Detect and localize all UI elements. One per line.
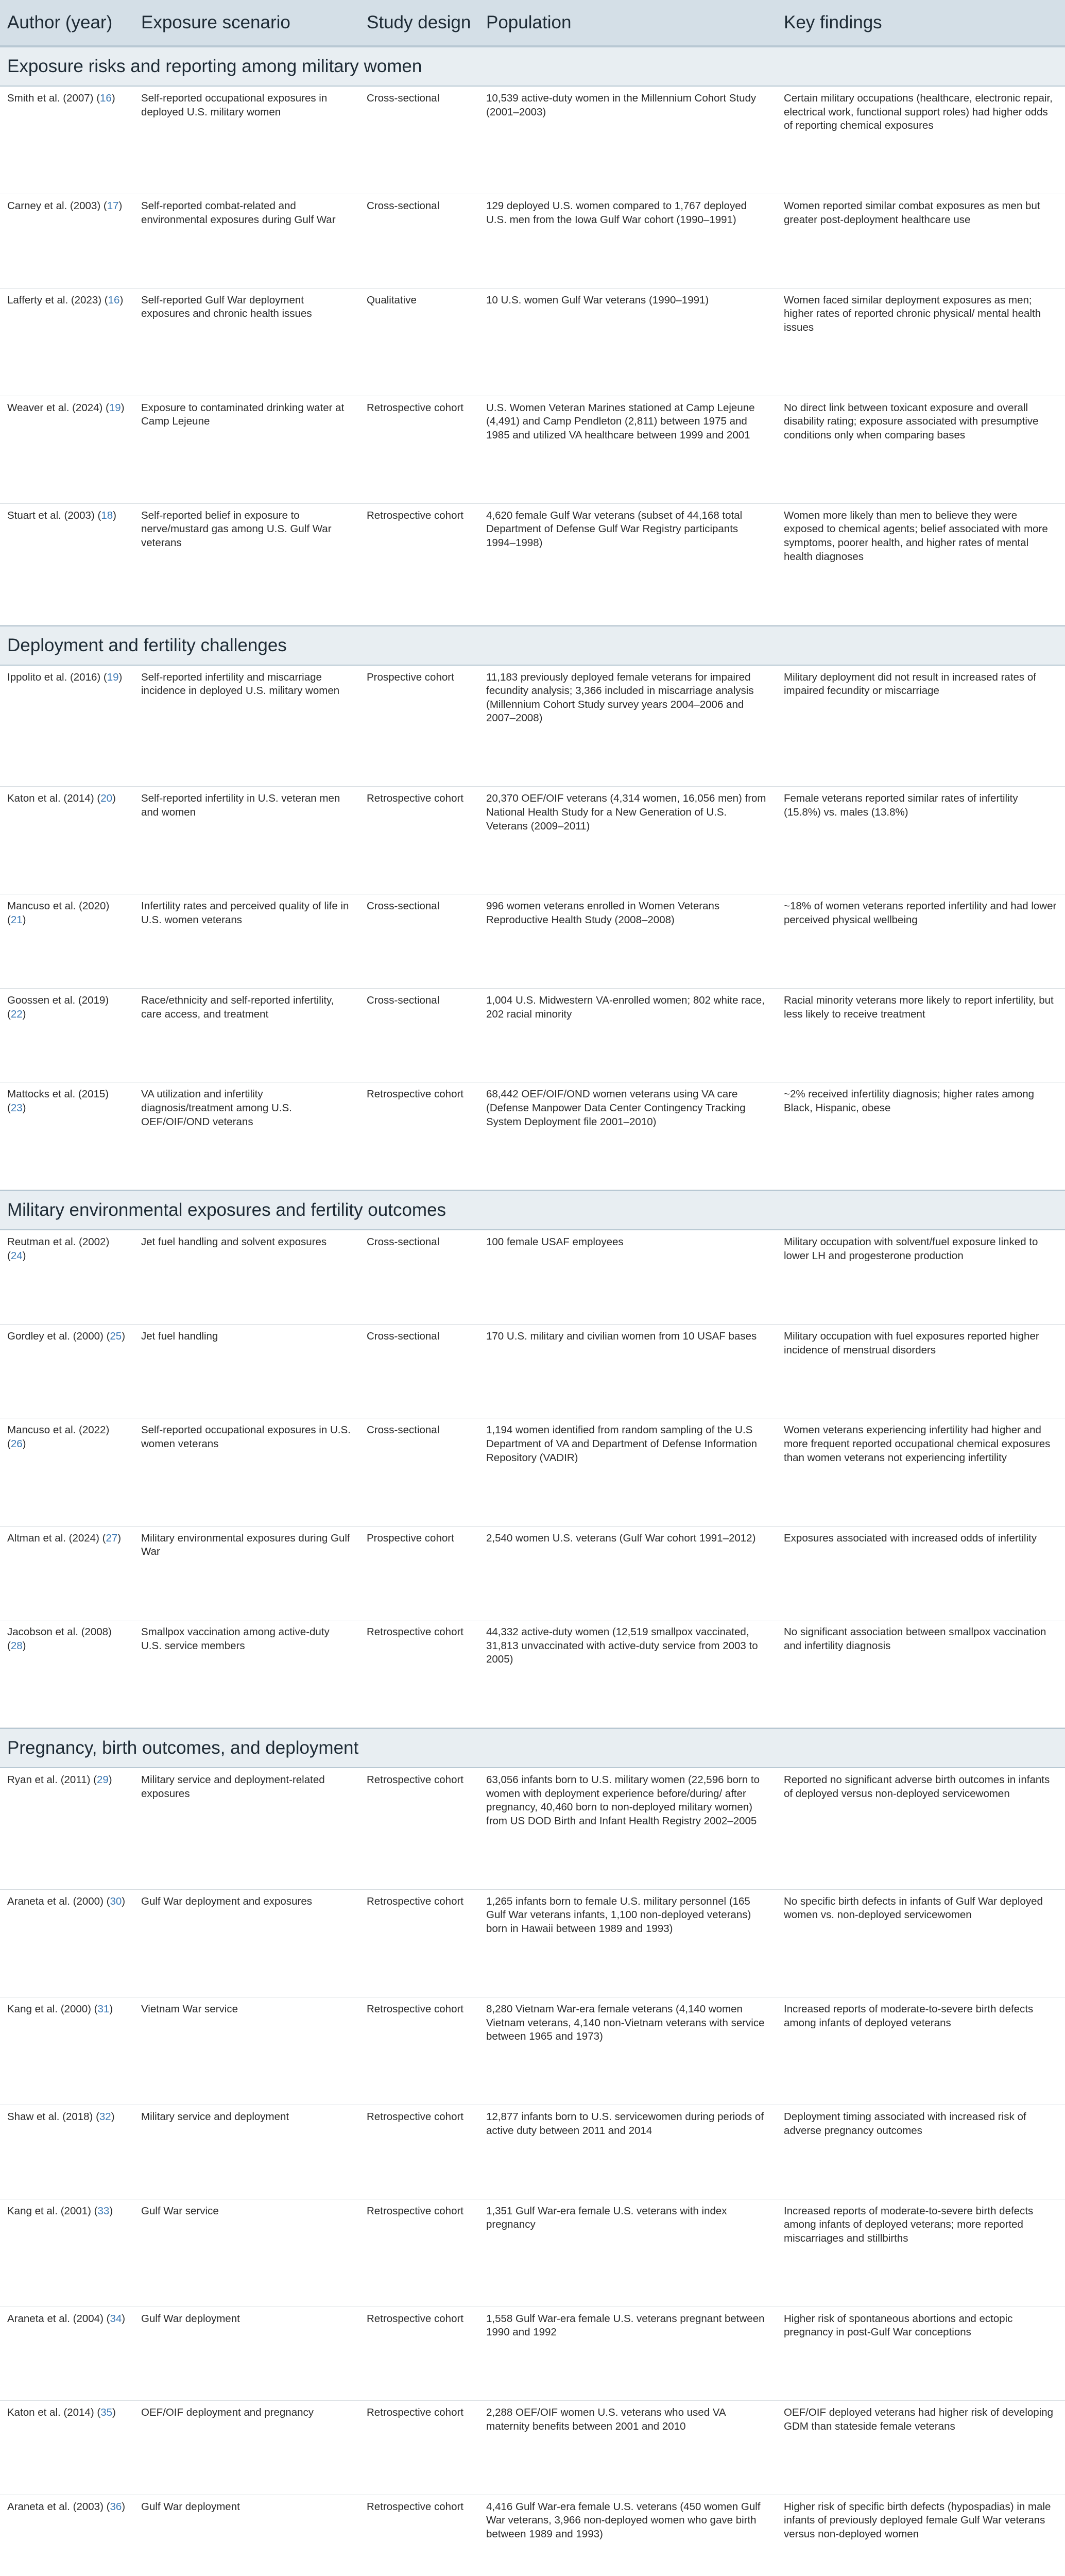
table-row bbox=[0, 787, 1065, 894]
cell-population: 4,620 female Gulf War veterans (subset of 44,168 total Department of Defense Gulf War Registry participants 1994–1998) bbox=[486, 509, 743, 549]
table-row bbox=[0, 2495, 1065, 2576]
cell-findings: Higher risk of spontaneous abortions and ectopic pregnancy in post-Gulf War conceptions bbox=[784, 2312, 1013, 2338]
cell-population: 2,540 women U.S. veterans (Gulf War cohort 1991–2012) bbox=[486, 1532, 756, 1544]
cell-population: 11,183 previously deployed female veterans for impaired fecundity analysis; 3,366 included in miscarriage analysis (Millennium Cohort Study survey years 2004–2006 and 2007–2008) bbox=[486, 671, 754, 724]
author-text: Kang et al. (2000) bbox=[7, 2003, 91, 2015]
reference-link[interactable]: 33 bbox=[97, 2205, 110, 2217]
table-row bbox=[0, 1527, 1065, 1620]
cell-author: Shaw et al. (2018) (32) bbox=[7, 2111, 115, 2123]
cell-author: Smith et al. (2007) (16) bbox=[7, 92, 115, 104]
cell-population: 1,558 Gulf War-era female U.S. veterans pregnant between 1990 and 1992 bbox=[486, 2312, 765, 2338]
cell-population: 4,416 Gulf War-era female U.S. veterans (450 women Gulf War veterans, 3,966 non-deployed women who gave birth between 1989 and 1993) bbox=[486, 2500, 761, 2540]
cell-author: Gordley et al. (2000) (25) bbox=[7, 1330, 126, 1342]
cell-population: 100 female USAF employees bbox=[486, 1236, 624, 1248]
cell-findings: Increased reports of moderate-to-severe birth defects among infants of deployed veterans; more reported miscarriages and stillbirths bbox=[784, 2205, 1034, 2244]
cell-population: 129 deployed U.S. women compared to 1,767 deployed U.S. men from the Iowa Gulf War cohort (1990–1991) bbox=[486, 200, 747, 226]
cell-population: 1,194 women identified from random sampling of the U.S Department of VA and Department of Defense Information Repository (VADIR) bbox=[486, 1424, 758, 1464]
header-population: Population bbox=[486, 12, 572, 33]
table-row bbox=[0, 1620, 1065, 1728]
author-text: Mancuso et al. (2020) bbox=[7, 900, 110, 912]
cell-design: Cross-sectional bbox=[367, 1236, 440, 1248]
reference-link[interactable]: 19 bbox=[107, 671, 119, 683]
cell-findings: ~18% of women veterans reported infertility and had lower perceived physical wellbeing bbox=[784, 900, 1057, 926]
cell-exposure: Jet fuel handling and solvent exposures bbox=[141, 1236, 327, 1248]
cell-exposure: Infertility rates and perceived quality of life in U.S. women veterans bbox=[141, 900, 349, 926]
cell-design: Cross-sectional bbox=[367, 1424, 440, 1436]
author-text: Katon et al. (2014) bbox=[7, 792, 94, 805]
cell-exposure: Military environmental exposures during Gulf War bbox=[141, 1532, 350, 1558]
cell-findings: Reported no significant adverse birth outcomes in infants of deployed versus non-deployed servicewomen bbox=[784, 1774, 1050, 1800]
cell-author: Jacobson et al. (2008) (28) bbox=[7, 1625, 112, 1652]
cell-author: Mattocks et al. (2015) (23) bbox=[7, 1088, 109, 1114]
cell-population: 1,004 U.S. Midwestern VA-enrolled women; 802 white race, 202 racial minority bbox=[486, 994, 765, 1020]
cell-author: Weaver et al. (2024) (19) bbox=[7, 401, 125, 414]
table-row bbox=[0, 87, 1065, 194]
cell-exposure: Vietnam War service bbox=[141, 2003, 238, 2015]
cell-exposure: Self-reported occupational exposures in deployed U.S. military women bbox=[141, 92, 328, 118]
cell-design: Cross-sectional bbox=[367, 900, 440, 912]
cell-findings: Women faced similar deployment exposures as men; higher rates of reported chronic physical/ mental health issues bbox=[784, 294, 1041, 333]
cell-findings: No significant association between smallpox vaccination and infertility diagnosis bbox=[784, 1625, 1046, 1652]
reference-link[interactable]: 21 bbox=[10, 914, 23, 926]
cell-author: Ryan et al. (2011) (29) bbox=[7, 1774, 112, 1786]
cell-population: 44,332 active-duty women (12,519 smallpox vaccinated, 31,813 unvaccinated with active-duty service from 2003 to 2005) bbox=[486, 1625, 758, 1666]
table-row bbox=[0, 1997, 1065, 2105]
author-text: Katon et al. (2014) bbox=[7, 2406, 94, 2419]
header-exposure: Exposure scenario bbox=[141, 12, 290, 33]
cell-design: Retrospective cohort bbox=[367, 2111, 464, 2123]
cell-design: Cross-sectional bbox=[367, 1330, 440, 1342]
author-text: Mancuso et al. (2022) bbox=[7, 1424, 110, 1436]
section-title: Exposure risks and reporting among military women bbox=[7, 56, 422, 76]
author-text: Altman et al. (2024) bbox=[7, 1532, 99, 1544]
author-text: Goossen et al. (2019) bbox=[7, 994, 109, 1006]
reference-link[interactable]: 20 bbox=[100, 792, 113, 805]
reference-link[interactable]: 26 bbox=[10, 1438, 23, 1450]
author-text: Lafferty et al. (2023) bbox=[7, 294, 102, 306]
cell-population: 170 U.S. military and civilian women from 10 USAF bases bbox=[486, 1330, 757, 1342]
cell-population: 63,056 infants born to U.S. military women (22,596 born to women with deployment experience before/during/ after pregnancy, 40,460 born to non-deployed military women) from US DOD Birth and Infant Health Registry 2002–2005 bbox=[486, 1774, 760, 1827]
author-text: Araneta et al. (2004) bbox=[7, 2312, 104, 2325]
section-heading bbox=[0, 1190, 1065, 1230]
author-text: Smith et al. (2007) bbox=[7, 92, 94, 104]
cell-findings: Exposures associated with increased odds of infertility bbox=[784, 1532, 1037, 1544]
cell-author: Lafferty et al. (2023) (16) bbox=[7, 294, 124, 306]
header-author: Author (year) bbox=[7, 12, 113, 33]
cell-findings: No specific birth defects in infants of Gulf War deployed women vs. non-deployed servicewomen bbox=[784, 1895, 1043, 1921]
reference-link[interactable]: 36 bbox=[110, 2500, 122, 2513]
cell-exposure: Self-reported combat-related and environmental exposures during Gulf War bbox=[141, 200, 336, 226]
section-title: Pregnancy, birth outcomes, and deployment bbox=[7, 1738, 359, 1758]
cell-exposure: Race/ethnicity and self-reported infertility, care access, and treatment bbox=[141, 994, 334, 1020]
cell-findings: No direct link between toxicant exposure and overall disability rating; exposure associated with presumptive conditions only when comparing bases bbox=[784, 401, 1039, 441]
cell-exposure: Self-reported Gulf War deployment exposures and chronic health issues bbox=[141, 294, 312, 320]
cell-exposure: OEF/OIF deployment and pregnancy bbox=[141, 2406, 314, 2419]
author-text: Jacobson et al. (2008) bbox=[7, 1625, 112, 1638]
table-row bbox=[0, 194, 1065, 288]
cell-design: Retrospective cohort bbox=[367, 2003, 464, 2015]
section-title: Deployment and fertility challenges bbox=[7, 635, 287, 655]
cell-population: U.S. Women Veteran Marines stationed at Camp Lejeune (4,491) and Camp Pendleton (2,811) between 1975 and 1985 and utilized VA healthcare between 1999 and 2001 bbox=[486, 401, 755, 441]
author-text: Weaver et al. (2024) bbox=[7, 401, 103, 414]
table-row bbox=[0, 289, 1065, 396]
author-text: Kang et al. (2001) bbox=[7, 2205, 91, 2217]
cell-findings: Deployment timing associated with increased risk of adverse pregnancy outcomes bbox=[784, 2111, 1026, 2137]
cell-exposure: Gulf War deployment bbox=[141, 2500, 240, 2513]
cell-author: Kang et al. (2000) (31) bbox=[7, 2003, 113, 2015]
section-title: Military environmental exposures and fertility outcomes bbox=[7, 1200, 446, 1221]
author-text: Araneta et al. (2000) bbox=[7, 1895, 104, 1907]
cell-design: Retrospective cohort bbox=[367, 2205, 464, 2217]
cell-author: Katon et al. (2014) (20) bbox=[7, 792, 116, 805]
reference-link[interactable]: 19 bbox=[109, 401, 121, 414]
cell-exposure: Self-reported occupational exposures in U.S. women veterans bbox=[141, 1424, 351, 1450]
cell-design: Cross-sectional bbox=[367, 200, 440, 212]
reference-link[interactable]: 16 bbox=[108, 294, 120, 306]
cell-findings: Women reported similar combat exposures as men but greater post-deployment healthcare use bbox=[784, 200, 1040, 226]
cell-exposure: Gulf War service bbox=[141, 2205, 219, 2217]
reference-link[interactable]: 17 bbox=[107, 200, 119, 212]
reference-link[interactable]: 25 bbox=[110, 1330, 122, 1342]
cell-design: Retrospective cohort bbox=[367, 1895, 464, 1907]
cell-author: Araneta et al. (2003) (36) bbox=[7, 2500, 126, 2513]
table-row bbox=[0, 2307, 1065, 2401]
cell-population: 996 women veterans enrolled in Women Veterans Reproductive Health Study (2008–2008) bbox=[486, 900, 720, 926]
reference-link[interactable]: 23 bbox=[10, 1101, 23, 1114]
cell-design: Retrospective cohort bbox=[367, 2500, 464, 2513]
cell-author: Araneta et al. (2000) (30) bbox=[7, 1895, 126, 1907]
cell-population: 12,877 infants born to U.S. servicewomen during periods of active duty between 2011 and 2014 bbox=[486, 2111, 764, 2137]
cell-author: Goossen et al. (2019) (22) bbox=[7, 994, 109, 1020]
cell-author: Araneta et al. (2004) (34) bbox=[7, 2312, 126, 2325]
author-text: Stuart et al. (2003) bbox=[7, 509, 95, 521]
author-text: Shaw et al. (2018) bbox=[7, 2111, 93, 2123]
reference-link[interactable]: 32 bbox=[99, 2111, 111, 2123]
table-row bbox=[0, 1890, 1065, 1997]
table-row bbox=[0, 666, 1065, 787]
section-heading bbox=[0, 1728, 1065, 1768]
cell-design: Retrospective cohort bbox=[367, 2312, 464, 2325]
cell-findings: OEF/OIF deployed veterans had higher risk of developing GDM than stateside female veterans bbox=[784, 2406, 1054, 2432]
cell-exposure: Military service and deployment bbox=[141, 2111, 289, 2123]
author-text: Reutman et al. (2002) bbox=[7, 1236, 110, 1248]
cell-design: Retrospective cohort bbox=[367, 792, 464, 805]
table-header bbox=[0, 0, 1065, 46]
cell-design: Cross-sectional bbox=[367, 994, 440, 1006]
cell-population: 10,539 active-duty women in the Millennium Cohort Study (2001–2003) bbox=[486, 92, 757, 118]
table-row bbox=[0, 2199, 1065, 2307]
author-text: Gordley et al. (2000) bbox=[7, 1330, 104, 1342]
reference-link[interactable]: 24 bbox=[10, 1250, 23, 1262]
table-row bbox=[0, 989, 1065, 1082]
reference-link[interactable]: 27 bbox=[106, 1532, 118, 1544]
table-row bbox=[0, 1418, 1065, 1526]
cell-design: Retrospective cohort bbox=[367, 509, 464, 521]
cell-design: Prospective cohort bbox=[367, 1532, 454, 1544]
cell-author: Stuart et al. (2003) (18) bbox=[7, 509, 116, 521]
cell-author: Katon et al. (2014) (35) bbox=[7, 2406, 116, 2419]
cell-author: Mancuso et al. (2020) (21) bbox=[7, 900, 110, 926]
cell-exposure: Military service and deployment-related exposures bbox=[141, 1774, 325, 1800]
cell-exposure: Jet fuel handling bbox=[141, 1330, 218, 1342]
reference-link[interactable]: 18 bbox=[101, 509, 113, 521]
table-row bbox=[0, 1325, 1065, 1418]
cell-exposure: Exposure to contaminated drinking water at Camp Lejeune bbox=[141, 401, 345, 428]
author-text: Araneta et al. (2003) bbox=[7, 2500, 104, 2513]
reference-link[interactable]: 30 bbox=[110, 1895, 122, 1907]
cell-findings: Higher risk of specific birth defects (hypospadias) in male infants of previously deployed female Gulf War veterans versus non-deployed women bbox=[784, 2500, 1051, 2540]
cell-design: Retrospective cohort bbox=[367, 1774, 464, 1786]
reference-link[interactable]: 16 bbox=[100, 92, 112, 104]
reference-link[interactable]: 22 bbox=[10, 1008, 23, 1020]
table-row bbox=[0, 1230, 1065, 1324]
cell-author: Mancuso et al. (2022) (26) bbox=[7, 1424, 110, 1450]
author-text: Mattocks et al. (2015) bbox=[7, 1088, 109, 1100]
table-row bbox=[0, 1768, 1065, 1890]
cell-findings: Increased reports of moderate-to-severe birth defects among infants of deployed veterans bbox=[784, 2003, 1034, 2029]
cell-design: Retrospective cohort bbox=[367, 401, 464, 414]
cell-population: 8,280 Vietnam War-era female veterans (4,140 women Vietnam veterans, 4,140 non-Vietnam veterans with service between 1965 and 1973) bbox=[486, 2003, 765, 2043]
table-row bbox=[0, 396, 1065, 504]
cell-exposure: Self-reported infertility and miscarriage incidence in deployed U.S. military women bbox=[141, 671, 340, 697]
cell-findings: Racial minority veterans more likely to report infertility, but less likely to receive treatment bbox=[784, 994, 1054, 1020]
cell-findings: Women more likely than men to believe they were exposed to chemical agents; belief associated with more symptoms, poorer health, and higher rates of mental health diagnoses bbox=[784, 509, 1048, 563]
cell-design: Retrospective cohort bbox=[367, 1625, 464, 1638]
cell-findings: ~2% received infertility diagnosis; higher rates among Black, Hispanic, obese bbox=[784, 1088, 1034, 1114]
author-text: Ippolito et al. (2016) bbox=[7, 671, 101, 683]
table-row bbox=[0, 894, 1065, 988]
cell-population: 68,442 OEF/OIF/OND women veterans using VA care (Defense Manpower Data Center Contingency Tracking System Deployment file 2001–2010) bbox=[486, 1088, 746, 1128]
cell-exposure: Self-reported belief in exposure to nerve/mustard gas among U.S. Gulf War veterans bbox=[141, 509, 332, 549]
cell-findings: Military occupation with solvent/fuel exposure linked to lower LH and progesterone production bbox=[784, 1236, 1038, 1262]
cell-author: Kang et al. (2001) (33) bbox=[7, 2205, 113, 2217]
cell-exposure: Gulf War deployment bbox=[141, 2312, 240, 2325]
cell-findings: Certain military occupations (healthcare, electronic repair, electrical work, functional support roles) had higher odds of reporting chemical exposures bbox=[784, 92, 1053, 132]
cell-exposure: Gulf War deployment and exposures bbox=[141, 1895, 312, 1907]
reference-link[interactable]: 35 bbox=[100, 2406, 113, 2419]
author-text: Carney et al. (2003) bbox=[7, 200, 101, 212]
reference-link[interactable]: 29 bbox=[96, 1774, 109, 1786]
header-design: Study design bbox=[367, 12, 471, 33]
section-heading bbox=[0, 625, 1065, 666]
table-row bbox=[0, 2105, 1065, 2199]
cell-findings: Female veterans reported similar rates of infertility (15.8%) vs. males (13.8%) bbox=[784, 792, 1018, 818]
cell-population: 20,370 OEF/OIF veterans (4,314 women, 16,056 men) from National Health Study for a New Generation of U.S. Veterans (2009–2011) bbox=[486, 792, 766, 832]
cell-population: 1,351 Gulf War-era female U.S. veterans with index pregnancy bbox=[486, 2205, 727, 2231]
cell-design: Cross-sectional bbox=[367, 92, 440, 104]
cell-population: 1,265 infants born to female U.S. military personnel (165 Gulf War veterans infants, 1,100 non-deployed veterans) born in Hawaii between 1989 and 1993) bbox=[486, 1895, 751, 1935]
table-body bbox=[0, 46, 1065, 2576]
cell-author: Ippolito et al. (2016) (19) bbox=[7, 671, 123, 683]
cell-design: Retrospective cohort bbox=[367, 1088, 464, 1100]
reference-link[interactable]: 31 bbox=[97, 2003, 110, 2015]
reference-link[interactable]: 28 bbox=[10, 1639, 23, 1652]
cell-exposure: Smallpox vaccination among active-duty U.S. service members bbox=[141, 1625, 330, 1652]
table-row bbox=[0, 2401, 1065, 2495]
cell-findings: Women veterans experiencing infertility had higher and more frequent reported occupational chemical exposures than women veterans not experiencing infertility bbox=[784, 1424, 1051, 1464]
author-text: Ryan et al. (2011) bbox=[7, 1774, 91, 1786]
cell-exposure: VA utilization and infertility diagnosis/treatment among U.S. OEF/OIF/OND veterans bbox=[141, 1088, 292, 1128]
table-row bbox=[0, 504, 1065, 625]
cell-author: Carney et al. (2003) (17) bbox=[7, 200, 123, 212]
cell-author: Altman et al. (2024) (27) bbox=[7, 1532, 122, 1544]
cell-population: 10 U.S. women Gulf War veterans (1990–1991) bbox=[486, 294, 709, 306]
header-findings: Key findings bbox=[784, 12, 882, 33]
cell-design: Prospective cohort bbox=[367, 671, 454, 683]
cell-findings: Military occupation with fuel exposures reported higher incidence of menstrual disorders bbox=[784, 1330, 1039, 1356]
section-heading bbox=[0, 46, 1065, 87]
reference-link[interactable]: 34 bbox=[110, 2312, 122, 2325]
cell-design: Retrospective cohort bbox=[367, 2406, 464, 2419]
table-row bbox=[0, 1082, 1065, 1190]
cell-exposure: Self-reported infertility in U.S. veteran men and women bbox=[141, 792, 340, 818]
cell-population: 2,288 OEF/OIF women U.S. veterans who used VA maternity benefits between 2001 and 2010 bbox=[486, 2406, 726, 2432]
cell-findings: Military deployment did not result in increased rates of impaired fecundity or miscarriage bbox=[784, 671, 1036, 697]
cell-author: Reutman et al. (2002) (24) bbox=[7, 1236, 110, 1262]
cell-design: Qualitative bbox=[367, 294, 417, 306]
